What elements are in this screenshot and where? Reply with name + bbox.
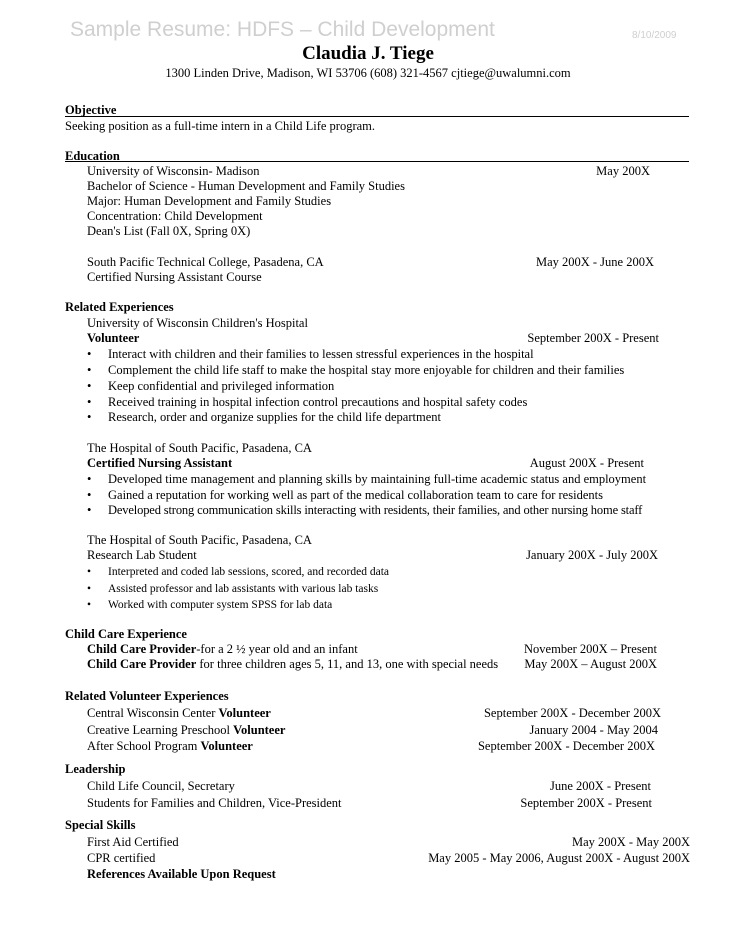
skills-date-1: May 200X - May 200X (571, 835, 690, 849)
list-item: • Received training in hospital infection control precautions and hospital safety codes (87, 395, 528, 409)
volunteer-item-3: After School Program Volunteer (87, 739, 253, 753)
spt-course: Certified Nursing Assistant Course (87, 270, 262, 284)
related-heading: Related Experiences (65, 300, 174, 314)
education-rule (65, 161, 689, 162)
skills-heading: Special Skills (65, 818, 136, 832)
volunteer-item-1: Central Wisconsin Center Volunteer (87, 706, 271, 720)
childcare-item-1: Child Care Provider-for a 2 ½ year old and an infant (87, 642, 358, 656)
list-item: • Research, order and organize supplies for the child life department (87, 410, 441, 424)
job3-date: January 200X - July 200X (526, 548, 658, 562)
list-item: • Developed strong communication skills interacting with residents, their families, and other nursing home staff (87, 503, 643, 517)
uw-concentration: Concentration: Child Development (87, 209, 263, 223)
volunteer-date-3: September 200X - December 200X (477, 739, 655, 753)
references-line: References Available Upon Request (87, 867, 276, 881)
objective-heading: Objective (65, 103, 117, 117)
job1-date: September 200X - Present (527, 331, 659, 345)
leadership-heading: Leadership (65, 762, 126, 776)
uw-deans-list: Dean's List (Fall 0X, Spring 0X) (87, 224, 251, 238)
uw-major: Major: Human Development and Family Studies (87, 194, 332, 208)
job3-org: The Hospital of South Pacific, Pasadena, CA (87, 533, 312, 547)
list-item: • Assisted professor and lab assistants with various lab tasks (87, 583, 379, 595)
skills-date-2: May 2005 - May 2006, August 200X - August 200X (428, 851, 690, 865)
leadership-item-1: Child Life Council, Secretary (87, 779, 235, 793)
skills-item-2: CPR certified (87, 851, 156, 865)
document-watermark-title: Sample Resume: HDFS – Child Development (70, 18, 495, 41)
leadership-item-2: Students for Families and Children, Vice-President (87, 796, 342, 810)
volunteer-item-2: Creative Learning Preschool Volunteer (87, 723, 286, 737)
leadership-date-1: June 200X - Present (549, 779, 651, 793)
uw-date: May 200X (596, 164, 650, 178)
objective-text: Seeking position as a full-time intern in a Child Life program. (65, 119, 376, 133)
volunteer-date-1: September 200X - December 200X (483, 706, 661, 720)
applicant-name: Claudia J. Tiege (302, 43, 434, 64)
job3-title: Research Lab Student (87, 548, 197, 562)
list-item: • Worked with computer system SPSS for lab data (87, 599, 333, 611)
list-item: • Keep confidential and privileged information (87, 379, 335, 393)
education-heading: Education (65, 149, 120, 163)
leadership-date-2: September 200X - Present (520, 796, 652, 810)
job1-title: Volunteer (87, 331, 140, 345)
childcare-date-1: November 200X – Present (524, 642, 657, 656)
uw-school: University of Wisconsin- Madison (87, 164, 260, 178)
job2-org: The Hospital of South Pacific, Pasadena, CA (87, 441, 312, 455)
document-date: 8/10/2009 (632, 30, 677, 41)
contact-line: 1300 Linden Drive, Madison, WI 53706 (608) 321-4567 cjtiege@uwalumni.com (165, 66, 571, 80)
volunteer-date-2: January 2004 - May 2004 (529, 723, 658, 737)
job1-org: University of Wisconsin Children's Hospital (87, 316, 308, 330)
skills-item-1: First Aid Certified (87, 835, 179, 849)
list-item: • Interpreted and coded lab sessions, scored, and recorded data (87, 566, 389, 578)
volunteer-heading: Related Volunteer Experiences (65, 689, 229, 703)
childcare-item-2: Child Care Provider for three children ages 5, 11, and 13, one with special needs (87, 657, 499, 671)
job2-date: August 200X - Present (529, 456, 644, 470)
list-item: • Interact with children and their families to lessen stressful experiences in the hospital (87, 347, 534, 361)
uw-degree: Bachelor of Science - Human Development and Family Studies (87, 179, 405, 193)
list-item: • Gained a reputation for working well as part of the medical collaboration team to care for residents (87, 488, 603, 502)
list-item: • Complement the child life staff to make the hospital stay more enjoyable for children and their families (87, 363, 625, 377)
spt-date: May 200X - June 200X (535, 255, 654, 269)
childcare-heading: Child Care Experience (65, 627, 187, 641)
objective-rule (65, 116, 689, 117)
list-item: • Developed time management and planning skills by maintaining full-time academic status and employment (87, 472, 647, 486)
childcare-date-2: May 200X – August 200X (524, 657, 657, 671)
spt-school: South Pacific Technical College, Pasadena, CA (87, 255, 324, 269)
job2-title: Certified Nursing Assistant (87, 456, 233, 470)
